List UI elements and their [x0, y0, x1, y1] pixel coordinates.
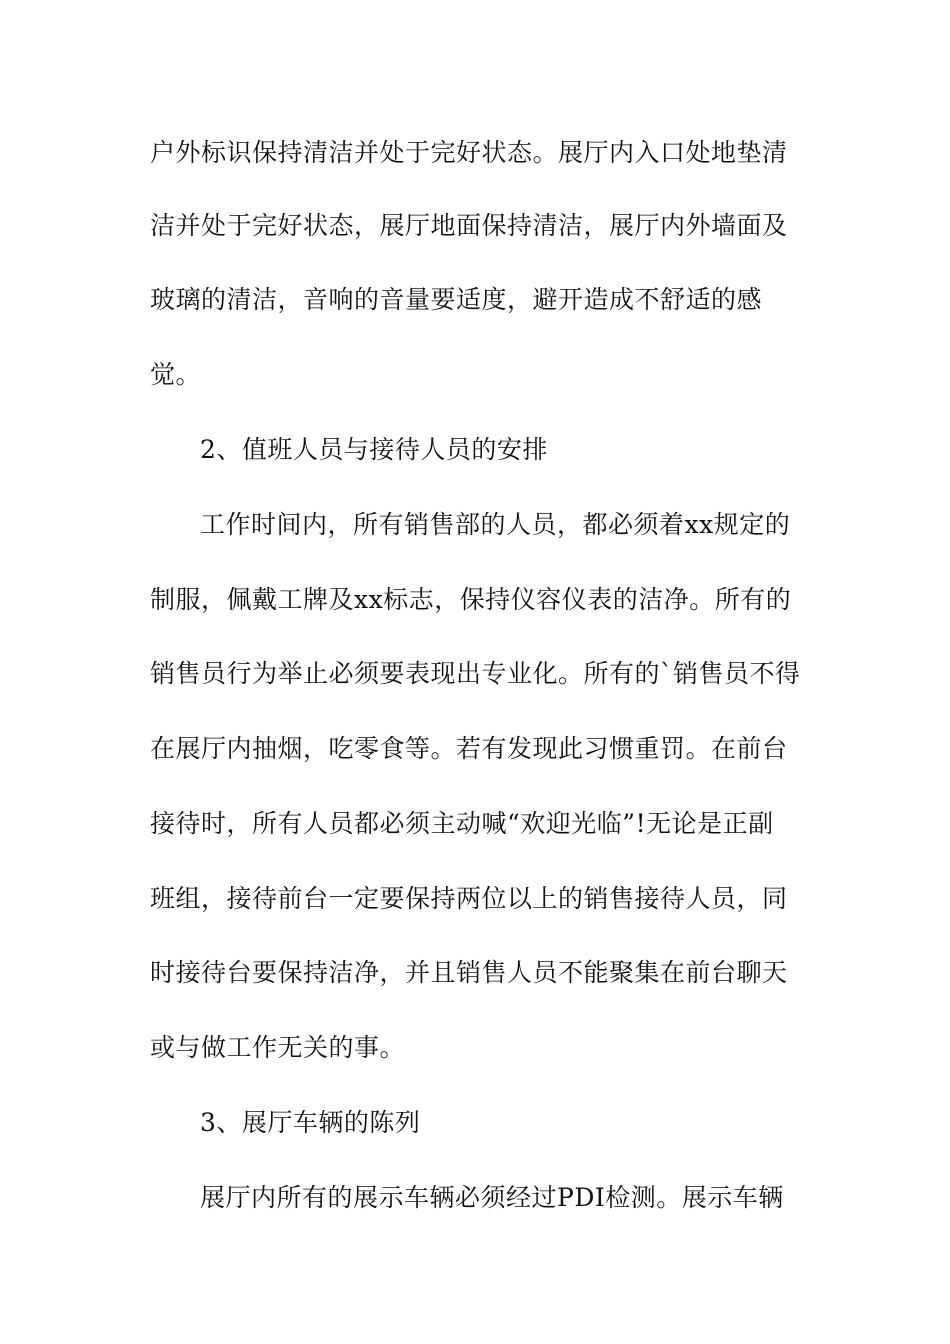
section-heading: 3、展厅车辆的陈列 — [200, 1108, 421, 1137]
paragraph-line: 接待时，所有人员都必须主动喊“欢迎光临”!无论是正副 — [150, 809, 774, 838]
paragraph-line: 时接待台要保持洁净，并且销售人员不能聚集在前台聊天 — [150, 958, 788, 987]
paragraph-line: 或与做工作无关的事。 — [150, 1033, 406, 1062]
paragraph-line: 户外标识保持清洁并处于完好状态。展厅内入口处地垫清 — [150, 138, 788, 167]
paragraph-line: 觉。 — [150, 360, 202, 389]
paragraph-line: 工作时间内，所有销售部的人员，都必须着xx规定的 — [200, 510, 791, 539]
paragraph-line: 制服，佩戴工牌及xx标志，保持仪容仪表的洁净。所有的 — [150, 585, 792, 614]
paragraph-line: 销售员行为举止必须要表现出专业化。所有的`销售员不得 — [150, 659, 801, 688]
paragraph-line: 展厅内所有的展示车辆必须经过PDI检测。展示车辆 — [200, 1183, 784, 1212]
paragraph-line: 洁并处于完好状态，展厅地面保持清洁，展厅内外墙面及 — [150, 211, 788, 240]
paragraph-line: 玻璃的清洁，音响的音量要适度，避开造成不舒适的感 — [150, 285, 763, 314]
paragraph-line: 在展厅内抽烟，吃零食等。若有发现此习惯重罚。在前台 — [150, 734, 788, 763]
paragraph-line: 班组，接待前台一定要保持两位以上的销售接待人员，同 — [150, 884, 788, 913]
section-heading: 2、值班人员与接待人员的安排 — [200, 435, 548, 464]
